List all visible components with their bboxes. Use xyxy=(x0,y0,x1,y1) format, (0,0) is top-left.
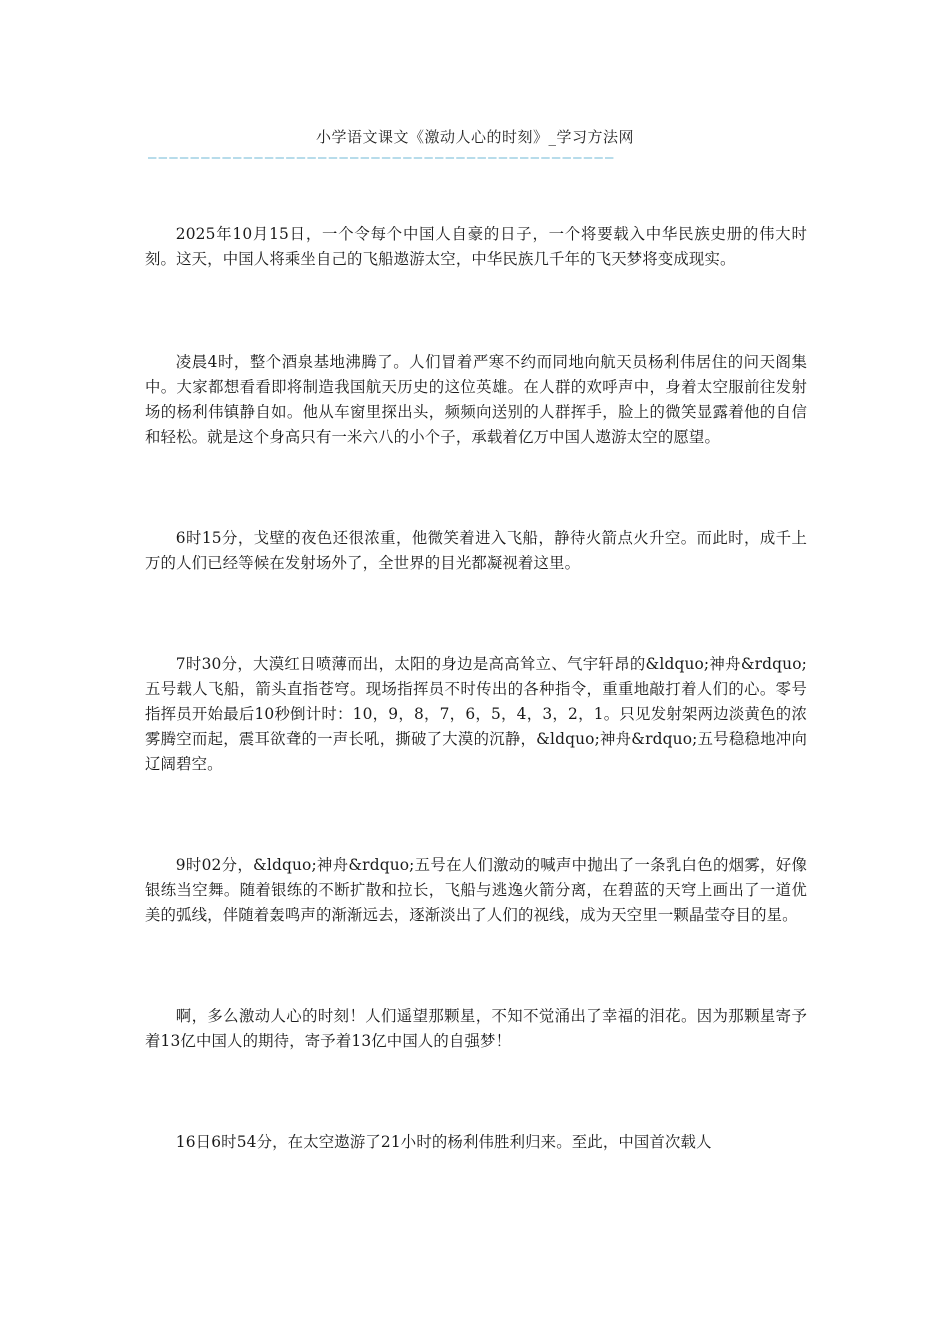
paragraph-spacer xyxy=(145,576,807,652)
paragraph-spacer xyxy=(145,272,807,350)
paragraph-3: 6时15分，戈壁的夜色还很浓重，他微笑着进入飞船，静待火箭点火升空。而此时，成千上万的人们已经等候在发射场外了，全世界的目光都凝视着这里。 xyxy=(145,529,807,572)
document-title: 小学语文课文《激动人心的时刻》_学习方法网 xyxy=(315,128,634,146)
paragraph-spacer xyxy=(145,1054,807,1130)
paragraph-6: 啊，多么激动人心的时刻！人们遥望那颗星，不知不觉涌出了幸福的泪花。因为那颗星寄予着13亿中国人的期待，寄予着13亿中国人的自强梦！ xyxy=(145,1007,807,1050)
paragraph-spacer xyxy=(145,777,807,853)
title-divider: ———————————————————————————————————————————— xyxy=(148,150,616,166)
paragraph-2: 凌晨4时，整个酒泉基地沸腾了。人们冒着严寒不约而同地向航天员杨利伟居住的问天阁集中。大家都想看看即将制造我国航天历史的这位英雄。在人群的欢呼声中，身着太空服前往发射场的杨利伟镇静自如。他从车窗里探出头，频频向送别的人群挥手，脸上的微笑显露着他的自信和轻松。就是这个身高只有一米六八的小个子，承载着亿万中国人遨游太空的愿望。 xyxy=(145,353,807,446)
paragraph-spacer xyxy=(145,928,807,1004)
paragraph-4: 7时30分，大漠红日喷薄而出，太阳的身边是高高耸立、气宇轩昂的&ldquo;神舟&rdquo;五号载人飞船，箭头直指苍穹。现场指挥员不时传出的各种指令，重重地敲打着人们的心。零号指挥员开始最后10秒倒计时：10，9，8，7，6，5，4，3，2，1。只见发射架两边淡黄色的浓雾腾空而起，震耳欲聋的一声长吼，撕破了大漠的沉静，&ldquo;神舟&rdquo;五号稳稳地冲向辽阔碧空。 xyxy=(145,655,807,773)
paragraph-1: 2025年10月15日，一个令每个中国人自豪的日子，一个将要载入中华民族史册的伟大时刻。这天，中国人将乘坐自己的飞船遨游太空，中华民族几千年的飞天梦将变成现实。 xyxy=(145,225,807,268)
article-body xyxy=(145,222,807,1155)
paragraph-spacer xyxy=(145,450,807,526)
paragraph-5: 9时02分，&ldquo;神舟&rdquo;五号在人们激动的喊声中抛出了一条乳白色的烟雾，好像银练当空舞。随着银练的不断扩散和拉长，飞船与逃逸火箭分离，在碧蓝的天穹上画出了一道优美的弧线，伴随着轰鸣声的渐渐远去，逐渐淡出了人们的视线，成为天空里一颗晶莹夺目的星。 xyxy=(145,856,807,924)
paragraph-7: 16日6时54分，在太空遨游了21小时的杨利伟胜利归来。至此，中国首次载人 xyxy=(175,1133,712,1151)
